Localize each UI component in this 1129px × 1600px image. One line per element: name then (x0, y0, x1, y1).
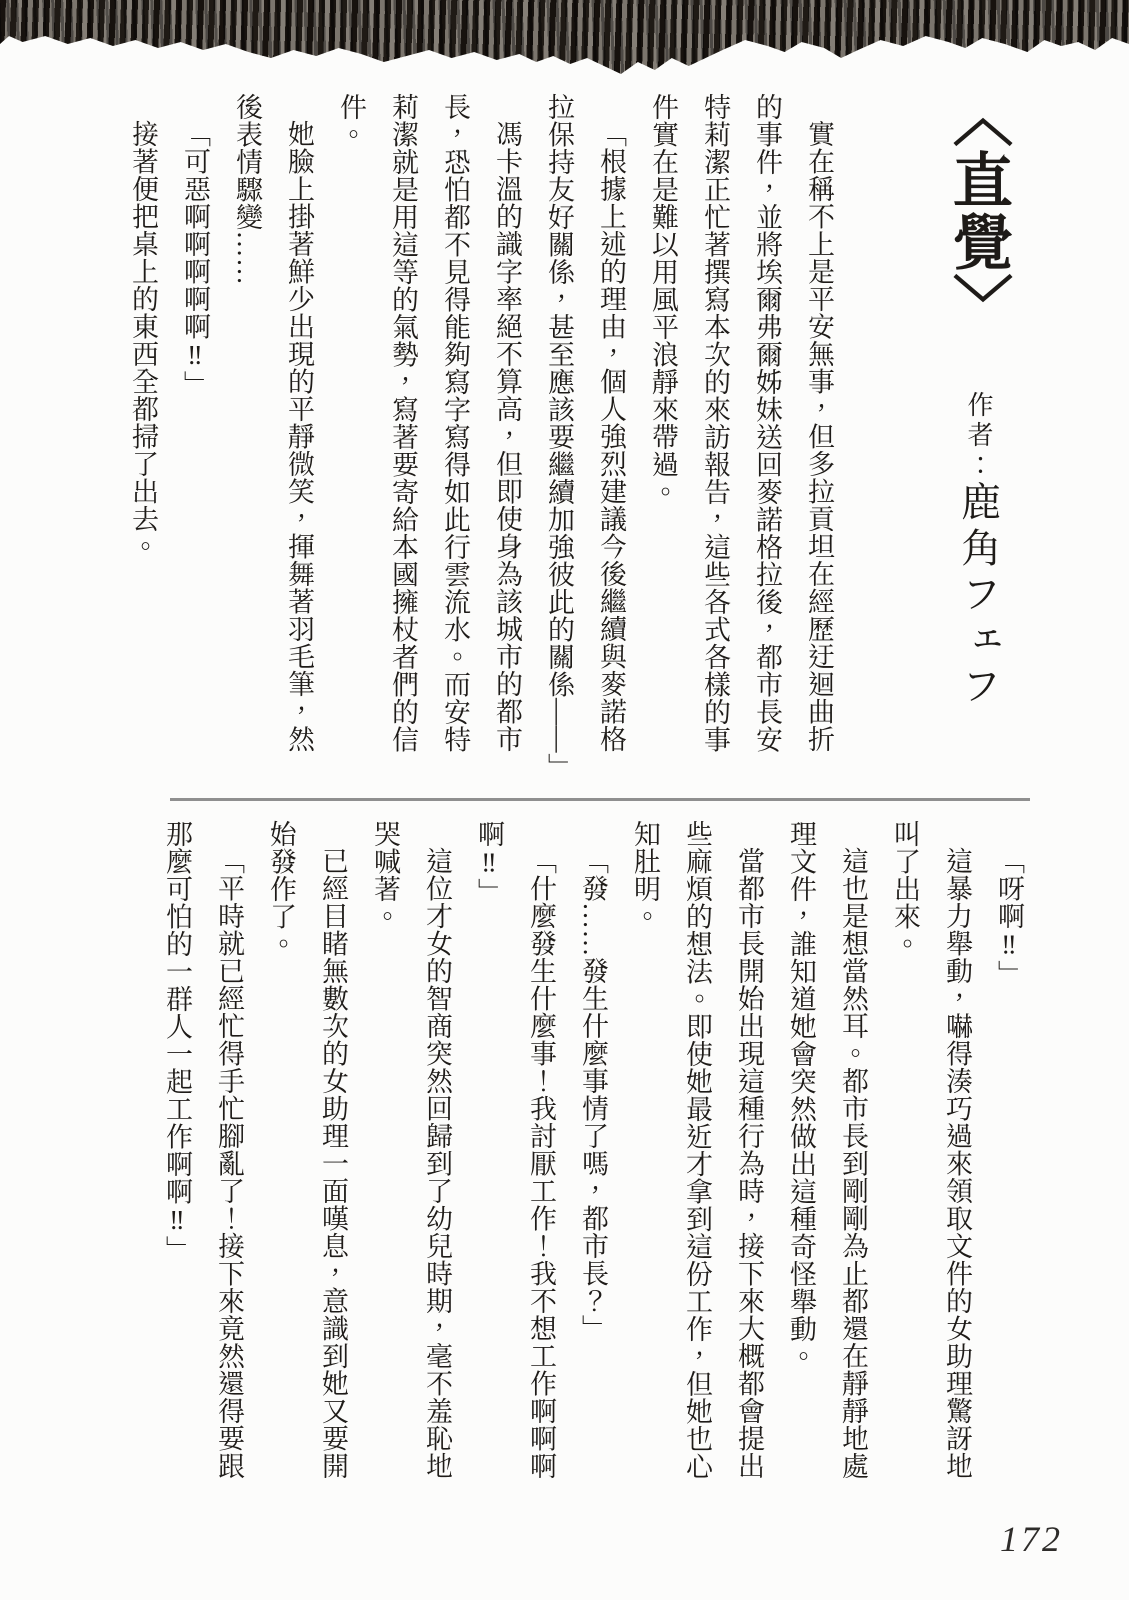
paragraph: 這也是想當然耳。都市長到剛剛為止都還在靜靜地處理文件，誰知道她會突然做出這種奇怪舉動。 (786, 820, 868, 1480)
page-number: 172 (1000, 1519, 1063, 1559)
paragraph: 這位才女的智商突然回歸到了幼兒時期，毫不羞恥地哭喊著。 (370, 820, 452, 1480)
paragraph: 馮卡溫的識字率絕不算高，但即使身為該城市的都市長，恐怕都不見得能夠寫字寫得如此行雲流水。而安特莉潔就是用這等的氣勢，寫著要寄給本國擁杖者們的信件。 (336, 93, 522, 753)
lower-text-section (151, 820, 1035, 1494)
author-name: 鹿角フェフ (956, 481, 1001, 711)
paragraph: 她臉上掛著鮮少出現的平靜微笑，揮舞著羽毛筆，然後表情驟變…… (232, 93, 314, 753)
paragraph: 接著便把桌上的東西全都掃了出去。 (128, 120, 158, 560)
paragraph: 實在稱不上是平安無事，但多拉貢坦在經歷迂迴曲折的事件，並將埃爾弗爾姊妹送回麥諾格拉後，都市長安特莉潔正忙著撰寫本次的來訪報告，這些各式各樣的事件實在是難以用風平浪靜來帶過。 (648, 93, 834, 753)
author-line (956, 391, 1001, 711)
paragraph: 「根據上述的理由，個人強烈建議今後繼續與麥諾格拉保持友好關係，甚至應該要繼續加強彼此的關係——」 (544, 93, 626, 781)
story-title: 〈直覺〉 (945, 87, 1011, 335)
paragraph: 這暴力舉動，嚇得湊巧過來領取文件的女助理驚訝地叫了出來。 (890, 820, 972, 1480)
author-label: 作者： (964, 391, 993, 481)
paragraph: 「什麼發生什麼事！我討厭工作！我不想工作啊啊啊啊‼」 (474, 820, 556, 1480)
paragraph: 「發……發生什麼事情了嗎，都市長？」 (578, 847, 608, 1342)
torn-paper-texture-decoration (0, 0, 1129, 82)
upper-text-section (117, 93, 845, 781)
paragraph: 「可惡啊啊啊啊啊‼」 (180, 120, 210, 398)
section-divider (170, 798, 1030, 801)
paragraph: 「平時就已經忙得手忙腳亂了！接下來竟然還得要跟那麼可怕的一群人一起工作啊啊‼」 (162, 820, 244, 1480)
paragraph: 當都市長開始出現這種行為時，接下來大概都會提出些麻煩的想法。即使她最近才拿到這份工作，但她也心知肚明。 (630, 820, 764, 1480)
paragraph: 已經目睹無數次的女助理一面嘆息，意識到她又要開始發作了。 (266, 820, 348, 1480)
paragraph: 「呀啊‼」 (994, 847, 1024, 988)
title-column (942, 87, 1014, 787)
